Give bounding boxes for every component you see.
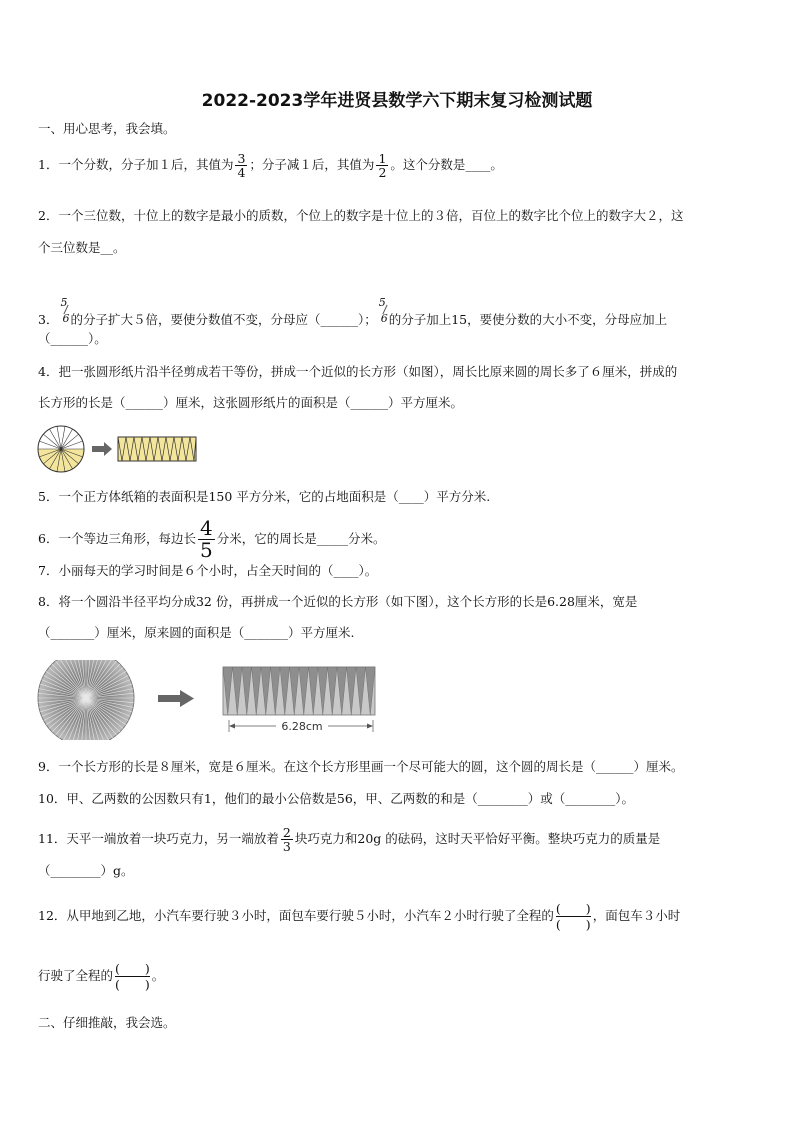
question-8-line-1: 8．将一个圆沿半径平均分成32 份，再拼成一个近似的长方形（如下图），这个长方形的长是6.28厘米，宽是 — [38, 594, 638, 609]
q3-fraction-b — [377, 294, 389, 330]
q12-text-d: 。 — [151, 968, 165, 983]
page-title: 2022-2023学年进贤县数学六下期末复习检测试题 — [201, 91, 593, 111]
question-2-line-1: 2．一个三位数，十位上的数字是最小的质数，个位上的数字是十位上的３倍，百位上的数字比个位上的数字大２，这 — [38, 208, 684, 223]
q3-fraction-a — [58, 294, 70, 330]
q1-text-a: 一个分数，分子加１后，其值为 — [58, 157, 234, 173]
question-11-line-1 — [38, 826, 660, 853]
q6-text-b: 分米，它的周长是_____分米。 — [216, 531, 386, 546]
question-4-line-1: 4．把一张圆形纸片沿半径剪成若干等份，拼成一个近似的长方形（如图），周长比原来圆的周长多了６厘米，拼成的 — [38, 364, 678, 379]
q3-number: 3． — [38, 312, 59, 327]
q12-blank-b-den: ( ) — [115, 977, 150, 992]
question-3-line-2: （______）。 — [38, 331, 107, 346]
section-heading-fill: 一、用心思考，我会填。 — [38, 121, 176, 136]
q11-text-b: 块巧克力和20g 的砝码，这时天平恰好平衡。整块巧克力的质量是 — [294, 831, 661, 847]
q6-frac-num: 4 — [199, 516, 213, 540]
question-12-line-1 — [38, 901, 680, 932]
q1-frac-a-num: 3 — [237, 151, 246, 166]
q12-text-c: 行驶了全程的 — [38, 968, 114, 983]
question-4-line-2: 长方形的长是（______）厘米，这张圆形纸片的面积是（______）平方厘米。 — [38, 395, 464, 410]
q12-blank-a-num: ( ) — [555, 901, 591, 916]
q11-frac-den: 3 — [282, 839, 291, 855]
q12-blank-b-num: ( ) — [115, 961, 150, 976]
question-3-line-1 — [38, 294, 667, 330]
question-12-line-2 — [38, 961, 164, 992]
question-9: 9．一个长方形的长是８厘米，宽是６厘米。在这个长方形里画一个尽可能大的圆，这个圆的周长是（______）厘米。 — [38, 759, 684, 774]
q12-text-b: ，面包车３小时 — [592, 908, 681, 923]
q11-fraction — [281, 826, 293, 853]
q8-rectangle-figure — [223, 667, 375, 733]
q12-blank-fraction-b — [115, 961, 150, 992]
q1-fraction-b — [376, 152, 388, 179]
q4-arrow-icon — [92, 442, 112, 456]
q6-frac-den: 5 — [199, 538, 213, 562]
q3-frac-b-num: 5 — [378, 296, 386, 309]
q8-circle-figure — [38, 660, 134, 740]
q3-frac-a-num: 5 — [60, 296, 68, 309]
q8-circle-to-rectangle-figure — [36, 660, 381, 740]
question-11-line-2: （________）g。 — [38, 863, 134, 878]
q6-fraction — [198, 518, 215, 561]
section-heading-choose: 二、仔细推敲，我会选。 — [38, 1015, 176, 1030]
q1-text-b: ；分子减１后，其值为 — [249, 157, 375, 173]
q8-arrow-icon — [158, 690, 194, 707]
q11-text-a: 11．天平一端放着一块巧克力，另一端放着 — [38, 831, 279, 847]
q1-number: 1． — [38, 157, 59, 173]
question-10: 10．甲、乙两数的公因数只有1，他们的最小公倍数是56，甲、乙两数的和是（________）或（________）。 — [38, 791, 635, 806]
q4-circle-figure — [38, 426, 84, 472]
question-8-line-2: （_______）厘米，原来圆的面积是（_______）平方厘米. — [38, 625, 355, 640]
q4-circle-to-rectangle-figure — [36, 425, 202, 473]
q12-blank-fraction-a — [556, 901, 591, 932]
q1-frac-b-num: 1 — [378, 151, 387, 166]
q3-text-a: 的分子扩大５倍，要使分数值不变，分母应（______）； — [70, 312, 377, 327]
question-6 — [38, 518, 385, 561]
q12-blank-a-den: ( ) — [555, 917, 591, 932]
question-5: 5．一个正方体纸箱的表面积是150 平方分米，它的占地面积是（____）平方分米. — [38, 489, 491, 504]
q12-text-a: 12．从甲地到乙地，小汽车要行驶３小时，面包车要行驶５小时，小汽车２小时行驶了全程的 — [38, 908, 554, 923]
q8-length-label: 6.28cm — [281, 720, 323, 733]
question-7: 7．小丽每天的学习时间是６个小时，占全天时间的（____）。 — [38, 563, 378, 578]
q3-text-b: 的分子加上15，要使分数的大小不变，分母应加上 — [388, 312, 668, 327]
q1-frac-b-den: 2 — [378, 165, 387, 181]
question-1 — [38, 152, 503, 179]
q6-text-a: 6．一个等边三角形，每边长 — [38, 531, 196, 546]
q1-text-c: 。这个分数是____。 — [390, 157, 503, 173]
question-2-line-2: 个三位数是__。 — [38, 240, 126, 255]
q3-frac-b-den: 6 — [380, 312, 388, 325]
q11-frac-num: 2 — [282, 825, 291, 840]
q3-frac-a-den: 6 — [62, 312, 70, 325]
q1-fraction-a — [235, 152, 247, 179]
q1-frac-a-den: 4 — [237, 165, 246, 181]
q4-rectangle-figure — [118, 437, 196, 461]
